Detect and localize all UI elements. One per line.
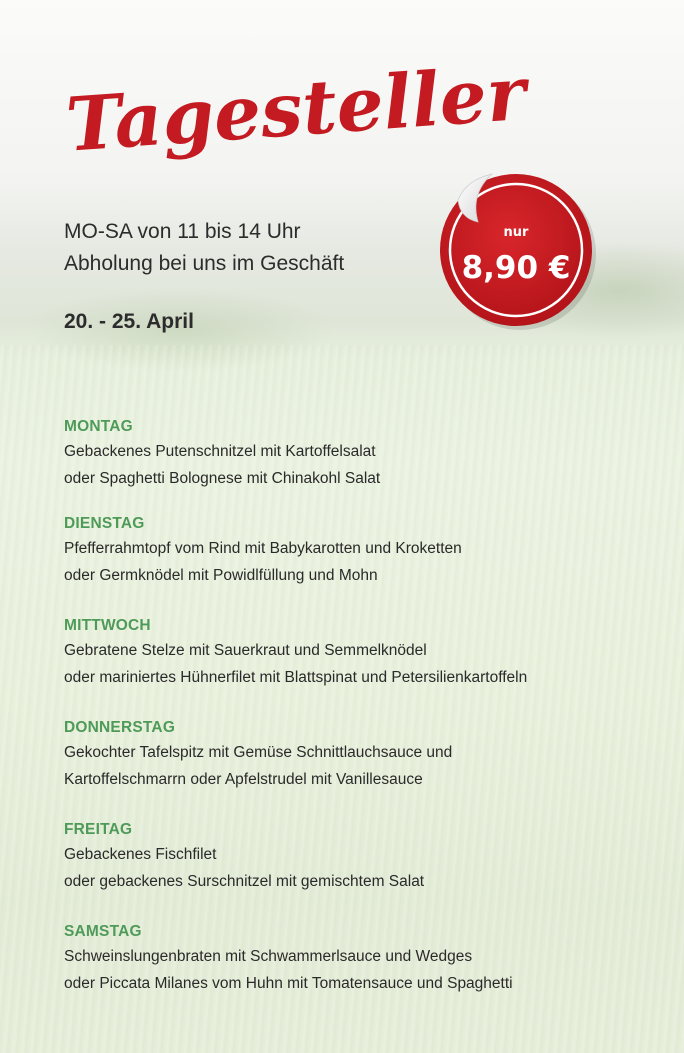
page-title [60,42,529,172]
menu-day [64,717,664,793]
day-heading: DONNERSTAG [64,719,176,736]
hours-line: MO-SA von 11 bis 14 Uhr [64,220,301,243]
title-lettering [60,42,529,172]
dish-line: oder Spaghetti Bolognese mit Chinakohl Salat [64,470,381,487]
opening-hours [64,216,344,280]
menu-day [64,921,664,997]
day-heading: MITTWOCH [64,617,151,634]
price-sticker [430,160,605,335]
day-heading: DIENSTAG [64,515,145,532]
pickup-line: Abholung bei uns im Geschäft [64,252,345,275]
dish-line: Gebratene Stelze mit Sauerkraut und Semmelknödel [64,642,427,659]
menu-day [64,416,664,492]
dish-line: Gekochter Tafelspitz mit Gemüse Schnittlauchsauce und [64,744,453,761]
day-heading: SAMSTAG [64,923,142,940]
price-prefix: nur [503,225,529,240]
day-heading: FREITAG [64,821,133,838]
dish-line: Gebackenes Putenschnitzel mit Kartoffelsalat [64,443,376,460]
dish-line: oder gebackenes Surschnitzel mit gemischtem Salat [64,873,425,890]
date-range: 20. - 25. April [64,310,194,333]
dish-line: Schweinslungenbraten mit Schwammerlsauce und Wedges [64,948,473,965]
dish-line: oder mariniertes Hühnerfilet mit Blattspinat und Petersilienkartoffeln [64,669,528,686]
weekly-menu [64,416,664,1023]
menu-day [64,513,664,589]
title-text: Tagesteller [63,50,529,169]
dish-line: Kartoffelschmarrn oder Apfelstrudel mit Vanillesauce [64,771,423,788]
menu-day [64,819,664,895]
dish-line: oder Germknödel mit Powidlfüllung und Mohn [64,567,378,584]
menu-day [64,615,664,691]
dish-line: Gebackenes Fischfilet [64,846,217,863]
day-heading: MONTAG [64,418,133,435]
price-value: 8,90 € [461,250,571,286]
dish-line: oder Piccata Milanes vom Huhn mit Tomatensauce und Spaghetti [64,975,513,992]
dish-line: Pfefferrahmtopf vom Rind mit Babykarotten und Kroketten [64,540,462,557]
